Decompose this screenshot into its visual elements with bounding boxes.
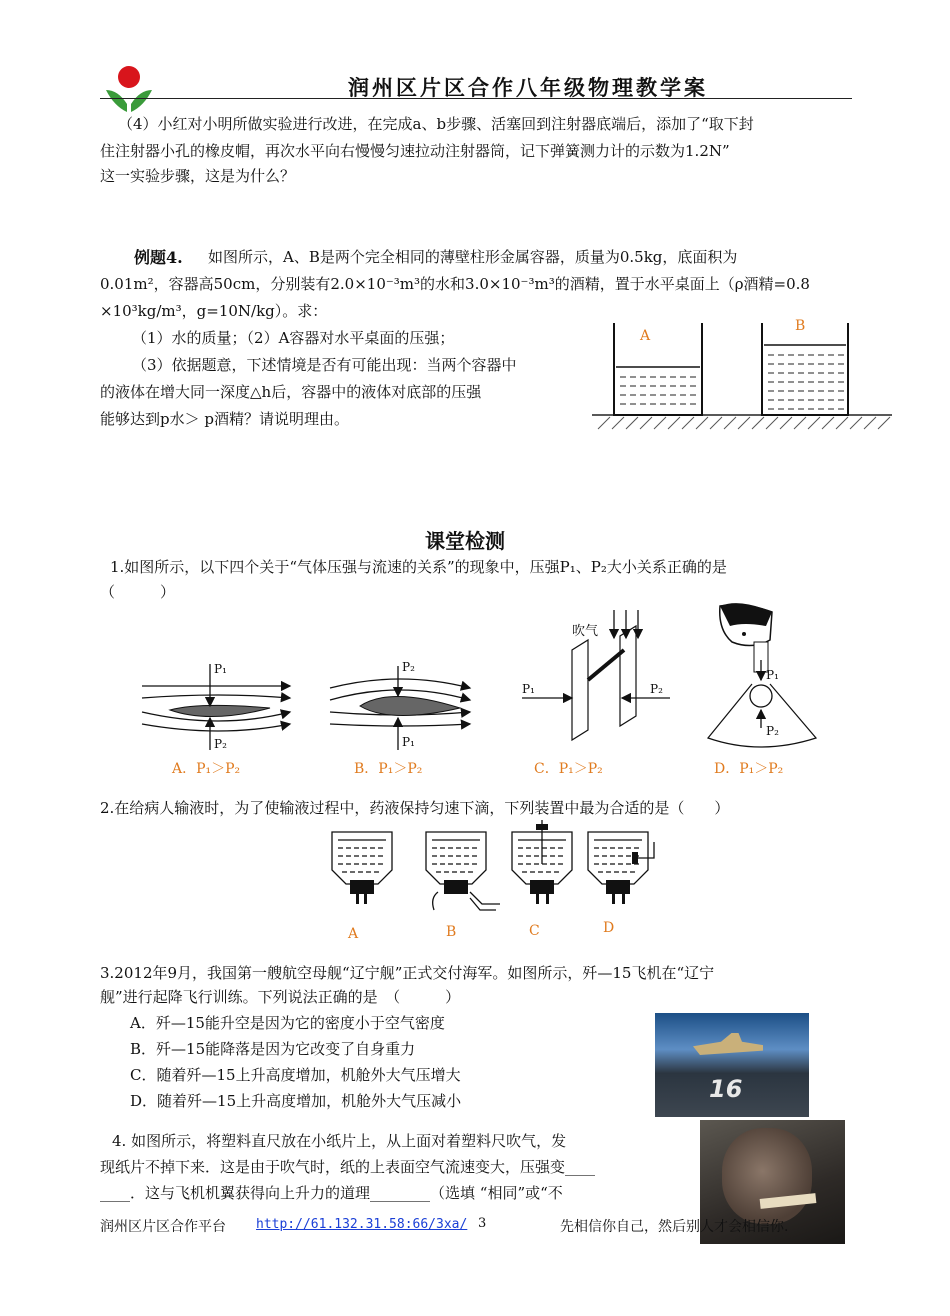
fig-d-p1-label: P₁ — [766, 668, 779, 682]
fig-b-p1-label: P₁ — [402, 735, 415, 749]
example4-line6: 的液体在增大同一深度△h后，容器中的液体对底部的压强 — [100, 383, 482, 401]
school-logo-icon — [100, 64, 158, 114]
q3-option-b: B．歼—15能降落是因为它改变了自身重力 — [130, 1040, 416, 1058]
q2-option-c: C — [529, 923, 540, 939]
q4-line2: 现纸片不掉下来．这是由于吹气时，纸的上表面空气流速变大，压强变____ — [100, 1158, 596, 1176]
q1-option-a: A．P₁＞P₂ — [172, 761, 241, 777]
footer-link[interactable]: http://61.132.31.58:66/3xa/ — [256, 1217, 468, 1232]
q2-line1: 2.在给病人输液时，为了使输液过程中，药液保持匀速下滴，下列装置中最为合适的是（ ） — [100, 799, 730, 817]
q1-option-d: D．P₁＞P₂ — [714, 761, 784, 777]
page-number: 3 — [478, 1216, 487, 1231]
aircraft-carrier-photo — [655, 1013, 809, 1117]
q3-option-d: D．随着歼—15上升高度增加，机舱外大气压减小 — [130, 1092, 462, 1110]
example4-line5: （3）依据题意，下述情境是否有可能出现：当两个容器中 — [132, 356, 517, 374]
q2-infusion-figures — [320, 818, 660, 918]
example4-label: 例题4. — [134, 248, 183, 267]
example4-line2: 0.01m²，容器高50cm，分别装有2.0×10⁻³m³的水和3.0×10⁻³m³的酒精，置于水平桌面上（ρ酒精=0.8 — [100, 275, 810, 293]
q2-option-a: A — [348, 926, 359, 942]
q1-line1: 1.如图所示，以下四个关于“气体压强与流速的关系”的现象中，压强P₁、P₂大小关系正确的是 — [110, 558, 727, 576]
q4-line3: ____．这与飞机机翼获得向上升力的道理________（选填 “相同”或“不 — [100, 1184, 563, 1202]
fig-c-blow-label: 吹气 — [572, 624, 599, 639]
footer-platform: 润州区片区合作平台 — [100, 1219, 226, 1235]
example4-line4: （1）水的质量；（2）A容器对水平桌面的压强； — [132, 329, 455, 347]
fig-b-p2-label: P₂ — [402, 660, 415, 674]
q2-option-d: D — [603, 920, 615, 936]
example4-line3: ×10³kg/m³，g=10N/kg）。求： — [100, 302, 328, 320]
fighter-jet-icon — [693, 1033, 763, 1055]
fig-c-p2-label: P₂ — [650, 682, 663, 696]
footer-motto: 先相信你自己，然后别人才会相信你. — [560, 1219, 789, 1235]
fig-c-p1-label: P₁ — [522, 682, 535, 696]
q4-part4-line2: 住注射器小孔的橡皮帽，再次水平向右慢慢匀速拉动注射器筒，记下弹簧测力计的示数为1.2N” — [100, 142, 730, 160]
q3-option-a: A．歼—15能升空是因为它的密度小于空气密度 — [130, 1014, 445, 1032]
q3-option-c: C．随着歼—15上升高度增加，机舱外大气压增大 — [130, 1066, 461, 1084]
face-shape — [722, 1128, 812, 1224]
q1-line2: （ ） — [100, 583, 176, 601]
containers-figure — [590, 315, 895, 435]
q4-part4-line1: （4）小红对小明所做实验进行改进，在完成a、b步骤、活塞回到注射器底端后，添加了“取下封 — [118, 115, 754, 133]
container-a-label: A — [640, 328, 651, 344]
example4-line1: 如图所示，A、B是两个完全相同的薄壁柱形金属容器，质量为0.5kg，底面积为 — [208, 248, 738, 266]
q1-option-b: B．P₁＞P₂ — [354, 761, 423, 777]
q3-line1: 3.2012年9月，我国第一艘航空母舰“辽宁舰”正式交付海军。如图所示，歼—15飞机在“辽宁 — [100, 964, 715, 982]
q2-option-b: B — [446, 924, 457, 940]
example4-line7: 能够达到p水＞ p酒精？请说明理由。 — [100, 410, 349, 428]
header-title: 润州区片区合作八年级物理教学案 — [348, 76, 708, 100]
fig-a-p1-label: P₁ — [214, 662, 227, 676]
header-rule — [100, 98, 852, 99]
section-title: 课堂检测 — [425, 529, 505, 553]
fig-d-p2-label: P₂ — [766, 724, 779, 738]
container-b-label: B — [795, 318, 806, 334]
q1-figures — [140, 600, 840, 760]
deck-number: 16 — [709, 1075, 743, 1103]
q4-line1: 4. 如图所示，将塑料直尺放在小纸片上，从上面对着塑料尺吹气，发 — [112, 1132, 567, 1150]
q4-part4-line3: 这一实验步骤，这是为什么？ — [100, 167, 296, 185]
q3-line2: 舰”进行起降飞行训练。下列说法正确的是 （ ） — [100, 988, 461, 1006]
q1-option-c: C．P₁＞P₂ — [534, 761, 603, 777]
fig-a-p2-label: P₂ — [214, 737, 227, 751]
